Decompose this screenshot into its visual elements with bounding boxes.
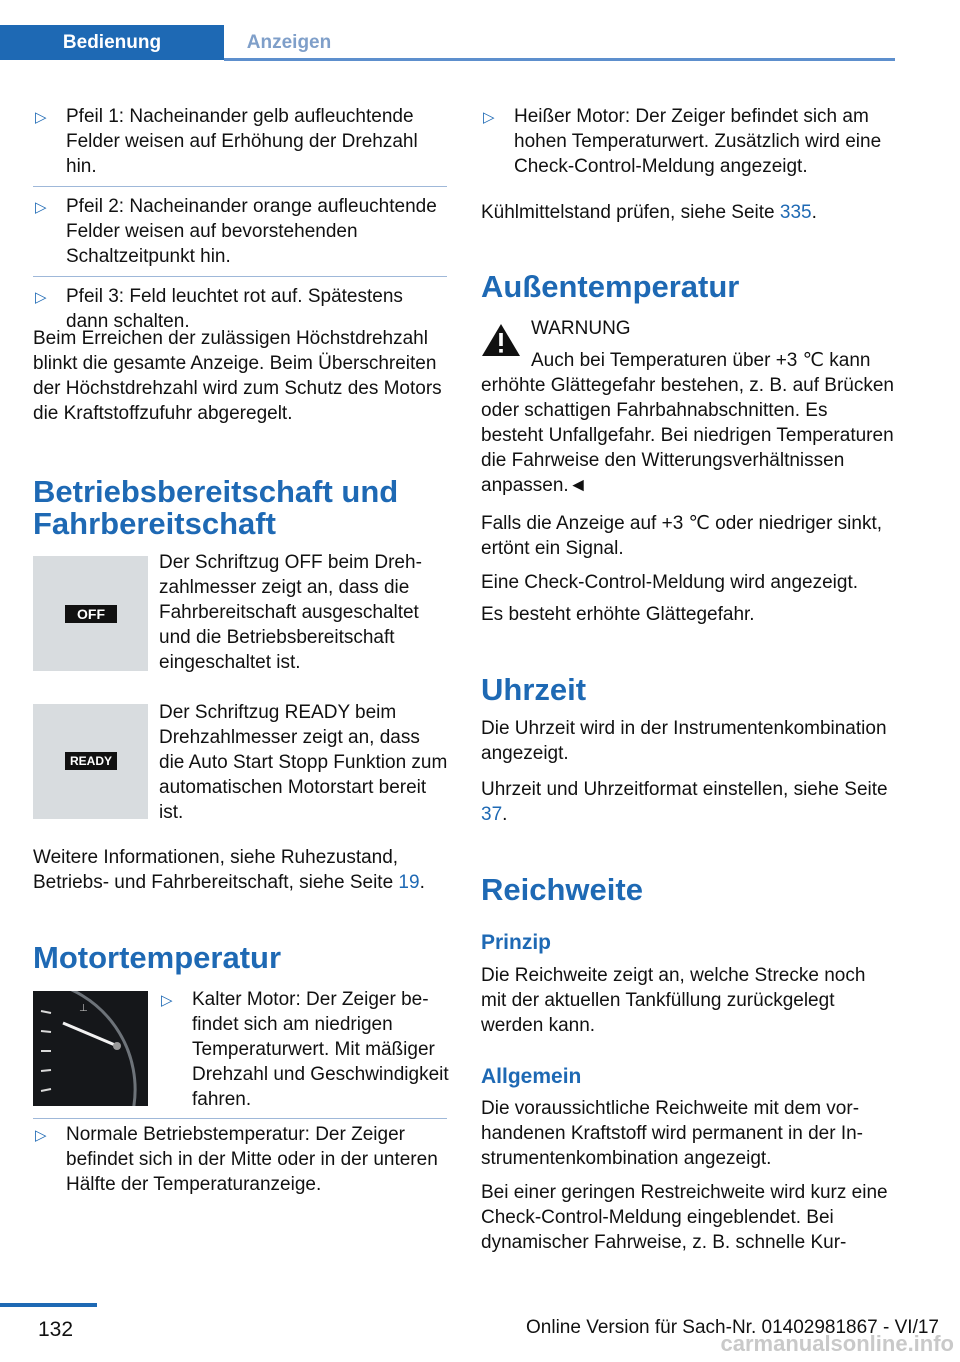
tab-divider: [224, 58, 895, 61]
warning-text: Auch bei Temperaturen über +3 ℃ kann erhöhte Glättegefahr bestehen, z. B. auf Brücken oder schattigen Fahrbahnabschnitten. Es besteht Unfallgefahr. Bei niedrigen Temperaturen die Fahrweise den Witterungsverhältnissen anpassen.◄: [481, 350, 894, 496]
svg-text:⊥: ⊥: [79, 1003, 88, 1014]
section-heading-betriebsbereitschaft: Betriebsbereitschaft und Fahrbereitschaft: [33, 474, 399, 541]
paragraph: Die voraussichtliche Reichweite mit dem vorhandenen Kraftstoff wird permanent in der Instrumentenkombination angezeigt.: [481, 1098, 863, 1169]
list-item: ▷ Heißer Motor: Der Zeiger befindet sich am hohen Temperaturwert. Zusätzlich wird eine Check-Control-Meldung angezeigt.: [483, 106, 882, 177]
paragraph: Kühlmittelstand prüfen, siehe Seite 335.: [481, 202, 817, 223]
watermark: carmanualsonline.info: [720, 1331, 954, 1356]
paragraph: Weitere Informationen, siehe Ruhezustand, Betriebs- und Fahrbereitschaft, siehe Seite 19.: [33, 847, 425, 893]
triangle-bullet-icon: ▷: [35, 199, 47, 216]
paragraph: Bei einer geringen Restreichweite wird kurz eine Check-Control-Meldung eingeblendet. Bei dynamischer Fahrweise, z. B. schnelle Kur-: [481, 1182, 888, 1253]
online-version-note: Online Version für Sach-Nr. 01402981867 - VI/17: [526, 1317, 939, 1338]
subheading-allgemein: Allgemein: [481, 1065, 582, 1088]
ready-display-image: [33, 704, 148, 819]
warning-title: WARNUNG: [531, 318, 631, 339]
page-link-19[interactable]: 19: [398, 872, 420, 893]
paragraph: Uhrzeit und Uhrzeitformat einstellen, siehe Seite 37.: [481, 779, 888, 825]
ready-description: Der Schriftzug READY beim Drehzahlmesser zeigt an, dass die Auto Start Stopp Funktion zum automatischen Motorstart bereit ist.: [159, 702, 448, 823]
triangle-bullet-icon: ▷: [35, 109, 47, 126]
tab-bedienung[interactable]: Bedienung: [0, 25, 224, 60]
paragraph: Die Uhrzeit wird in der Instrumentenkombination angezeigt.: [481, 718, 887, 764]
ready-badge: READY: [65, 752, 117, 770]
list-item: ▷ Kalter Motor: Der Zeiger befindet sich am niedrigen Temperaturwert. Mit mäßiger Drehzahl und Geschwindigkeit fahren.: [161, 989, 449, 1110]
list-item: ▷ Pfeil 2: Nacheinander orange aufleuchtende Felder weisen auf bevorstehenden Schaltzeitpunkt hin.: [35, 196, 437, 267]
paragraph: Die Reichweite zeigt an, welche Strecke noch mit der aktuellen Tankfüllung zurückgelegt werden kann.: [481, 965, 866, 1036]
list-item: ▷ Pfeil 3: Feld leuchtet rot auf. Spätestens dann schalten.: [35, 286, 403, 332]
off-display-image: [33, 556, 148, 671]
page-link-37[interactable]: 37: [481, 804, 503, 825]
page-number: 132: [38, 1318, 74, 1341]
triangle-bullet-icon: ▷: [35, 289, 47, 306]
triangle-bullet-icon: ▷: [35, 1127, 47, 1144]
chapter-tabs: [0, 25, 895, 62]
section-heading-reichweite: Reichweite: [481, 872, 643, 907]
paragraph: Falls die Anzeige auf +3 ℃ oder niedriger sinkt, ertönt ein Signal.: [481, 513, 883, 559]
paragraph: Eine Check-Control-Meldung wird angezeigt.: [481, 572, 859, 593]
subheading-prinzip: Prinzip: [481, 931, 552, 954]
off-description: Der Schriftzug OFF beim Drehzahlmesser zeigt an, dass die Fahrbereitschaft ausgeschaltet und die Betriebsbereitschaft eingeschaltet ist.: [159, 552, 422, 673]
section-heading-motortemperatur: Motortemperatur: [33, 940, 282, 975]
paragraph: Beim Erreichen der zulässigen Höchstdrehzahl blinkt die gesamte Anzeige. Beim Überschreiten der Höchstdrehzahl wird zum Schutz des Motors die Kraftstoffzufuhr abgeregelt.: [33, 328, 442, 424]
tab-anzeigen[interactable]: Anzeigen: [246, 32, 332, 53]
page-link-335[interactable]: 335: [779, 202, 812, 223]
section-heading-uhrzeit: Uhrzeit: [481, 672, 587, 707]
section-heading-aussentemperatur: Außentemperatur: [481, 269, 740, 304]
triangle-bullet-icon: ▷: [161, 992, 173, 1009]
triangle-bullet-icon: ▷: [483, 109, 495, 126]
footer-accent-line: [0, 1303, 97, 1307]
list-item: ▷ Pfeil 1: Nacheinander gelb aufleuchtende Felder weisen auf Erhöhung der Drehzahl hin.: [35, 106, 418, 177]
temperature-gauge-image: [33, 991, 148, 1106]
divider: [33, 1118, 447, 1119]
off-badge: OFF: [65, 605, 117, 623]
paragraph: Es besteht erhöhte Glättegefahr.: [481, 604, 755, 625]
gauge-icon: [33, 991, 148, 1106]
list-item: ▷ Normale Betriebstemperatur: Der Zeiger befindet sich in der Mitte oder in der unteren Hälfte der Temperaturanzeige.: [35, 1124, 438, 1195]
